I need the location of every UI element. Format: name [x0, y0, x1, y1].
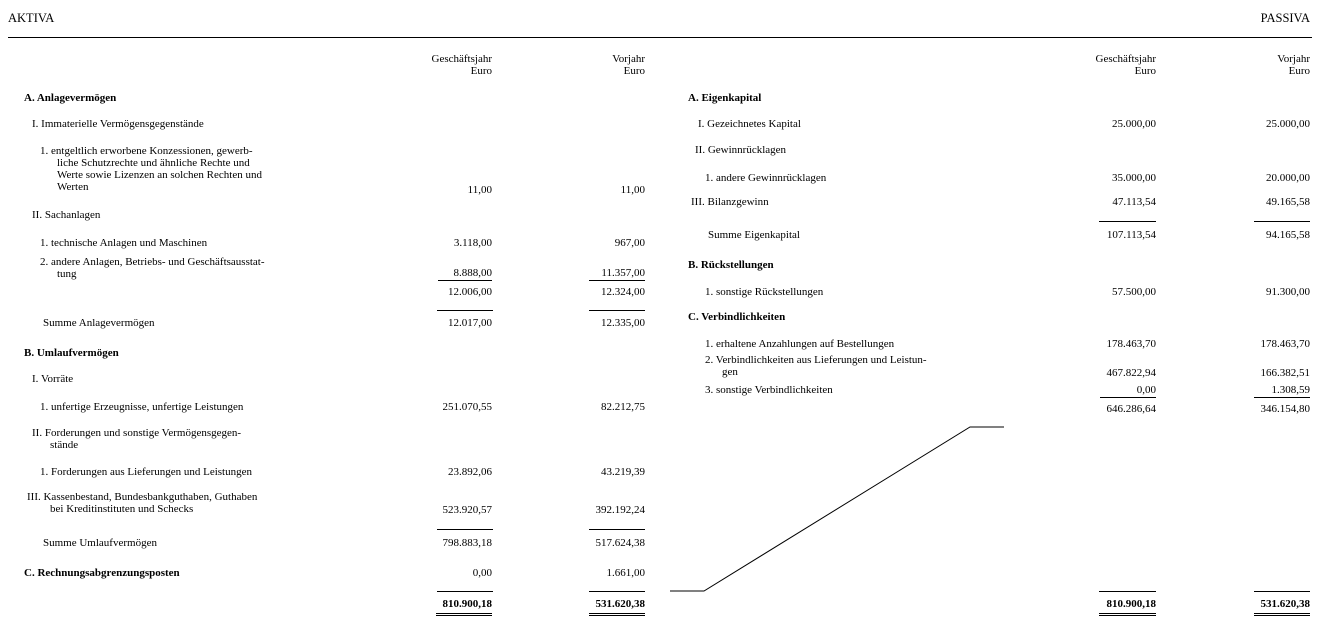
passiva-a-iii-gj: 47.113,54	[1112, 196, 1156, 208]
aktiva-heading: AKTIVA	[8, 11, 55, 25]
passiva-col-gj-header: Geschäftsjahr Euro	[1095, 53, 1156, 77]
passiva-a-i-vj: 25.000,00	[1266, 118, 1310, 130]
passiva-c-title: C. Verbindlichkeiten	[688, 311, 786, 323]
aktiva-c-gj: 0,00	[472, 567, 492, 579]
passiva-b-1-vj: 91.300,00	[1266, 286, 1310, 298]
aktiva-a-i-1-label: 1. entgeltlich erworbene Konzessionen, gewerb-	[40, 145, 253, 157]
passiva-a-i-label: I. Gezeichnetes Kapital	[698, 118, 801, 130]
aktiva-a-sum-label: Summe Anlagevermögen	[43, 317, 155, 329]
passiva-c-3-gj: 0,00	[1100, 384, 1156, 398]
aktiva-a-sum-gj: 12.017,00	[448, 317, 492, 329]
aktiva-b-iii-label-line2: bei Kreditinstituten und Schecks	[50, 503, 194, 515]
passiva-c-1-vj: 178.463,70	[1260, 338, 1310, 350]
passiva-a-sum-label: Summe Eigenkapital	[708, 229, 800, 241]
aktiva-a-sum-vj: 12.335,00	[601, 317, 645, 329]
passiva-b-1-label: 1. sonstige Rückstellungen	[705, 286, 824, 298]
aktiva-b-title: B. Umlaufvermögen	[24, 347, 119, 359]
passiva-total-vj-rule	[1254, 591, 1310, 592]
passiva-c-1-gj: 178.463,70	[1106, 338, 1156, 350]
aktiva-b-i-label: I. Vorräte	[32, 373, 74, 385]
aktiva-a-i-1-vj: 11,00	[620, 184, 645, 196]
passiva-c-sum-vj: 346.154,80	[1260, 403, 1310, 415]
aktiva-b-i-1-vj: 82.212,75	[601, 401, 645, 413]
aktiva-b-ii-label-line2: stände	[50, 439, 79, 451]
buchhalternase-line	[668, 424, 1008, 594]
passiva-a-ii-1-gj: 35.000,00	[1112, 172, 1156, 184]
aktiva-a-ii-2-gj: 8.888,00	[438, 267, 492, 281]
passiva-a-ii-1-vj: 20.000,00	[1266, 172, 1310, 184]
passiva-c-2-vj: 166.382,51	[1260, 367, 1310, 379]
passiva-a-ii-1-label: 1. andere Gewinnrücklagen	[705, 172, 827, 184]
passiva-a-sum-gj-rule	[1099, 221, 1156, 222]
aktiva-a-i-label: I. Immaterielle Vermögensgegenstände	[32, 118, 204, 130]
aktiva-a-ii-2-label: 2. andere Anlagen, Betriebs- und Geschäftsausstat-	[40, 256, 265, 268]
passiva-total-gj-rule	[1099, 591, 1156, 592]
aktiva-a-ii-1-gj: 3.118,00	[453, 237, 492, 249]
aktiva-col-gj-header: Geschäftsjahr Euro	[431, 53, 492, 77]
aktiva-a-ii-1-label: 1. technische Anlagen und Maschinen	[40, 237, 208, 249]
aktiva-b-sum-vj: 517.624,38	[595, 537, 645, 549]
passiva-col-vj-header: Vorjahr Euro	[1277, 53, 1310, 77]
aktiva-a-ii-2-label-line2: tung	[57, 268, 77, 280]
aktiva-b-sum-gj-rule	[437, 529, 493, 530]
aktiva-b-ii-1-label: 1. Forderungen aus Lieferungen und Leistungen	[40, 466, 252, 478]
passiva-a-iii-vj: 49.165,58	[1266, 196, 1310, 208]
passiva-a-sum-vj: 94.165,58	[1266, 229, 1310, 241]
aktiva-b-sum-vj-rule	[589, 529, 645, 530]
aktiva-a-i-1-label-line4: Werten	[57, 181, 89, 193]
aktiva-a-i-1-label-line2: liche Schutzrechte und ähnliche Rechte und	[57, 157, 250, 169]
aktiva-total-vj: 531.620,38	[589, 598, 645, 616]
aktiva-b-iii-label: III. Kassenbestand, Bundesbankguthaben, Guthaben	[27, 491, 258, 503]
aktiva-a-ii-label: II. Sachanlagen	[32, 209, 101, 221]
passiva-c-sum-gj: 646.286,64	[1106, 403, 1156, 415]
aktiva-a-i-1-gj: 11,00	[467, 184, 492, 196]
passiva-b-1-gj: 57.500,00	[1112, 286, 1156, 298]
passiva-heading: PASSIVA	[1260, 11, 1310, 25]
passiva-c-2-label-line2: gen	[722, 366, 738, 378]
aktiva-c-title: C. Rechnungsabgrenzungsposten	[24, 567, 180, 579]
passiva-a-sum-vj-rule	[1254, 221, 1310, 222]
aktiva-col-vj-header: Vorjahr Euro	[612, 53, 645, 77]
passiva-c-1-label: 1. erhaltene Anzahlungen auf Bestellungen	[705, 338, 895, 350]
passiva-total-vj: 531.620,38	[1254, 598, 1310, 616]
passiva-total-gj: 810.900,18	[1099, 598, 1156, 616]
header-divider	[8, 37, 1312, 38]
aktiva-a-ii-sum-vj: 12.324,00	[601, 286, 645, 298]
aktiva-b-iii-gj: 523.920,57	[442, 504, 492, 516]
aktiva-b-iii-vj: 392.192,24	[595, 504, 645, 516]
passiva-c-2-gj: 467.822,94	[1106, 367, 1156, 379]
aktiva-b-sum-label: Summe Umlaufvermögen	[43, 537, 157, 549]
aktiva-a-ii-2-vj: 11.357,00	[589, 267, 645, 281]
aktiva-total-gj: 810.900,18	[436, 598, 492, 616]
passiva-a-i-gj: 25.000,00	[1112, 118, 1156, 130]
aktiva-b-i-1-label: 1. unfertige Erzeugnisse, unfertige Leistungen	[40, 401, 244, 413]
passiva-b-title: B. Rückstellungen	[688, 259, 774, 271]
aktiva-total-gj-rule	[437, 591, 493, 592]
passiva-a-sum-gj: 107.113,54	[1106, 229, 1156, 241]
aktiva-a-title: A. Anlagevermögen	[24, 92, 117, 104]
passiva-c-3-vj: 1.308,59	[1254, 384, 1310, 398]
passiva-c-2-label: 2. Verbindlichkeiten aus Lieferungen und Leistun-	[705, 354, 927, 366]
aktiva-a-sum-gj-rule	[437, 310, 493, 311]
aktiva-c-vj: 1.661,00	[606, 567, 645, 579]
aktiva-b-i-1-gj: 251.070,55	[442, 401, 492, 413]
aktiva-b-ii-1-vj: 43.219,39	[601, 466, 645, 478]
aktiva-total-vj-rule	[589, 591, 645, 592]
aktiva-a-ii-sum-gj: 12.006,00	[448, 286, 492, 298]
passiva-a-ii-label: II. Gewinnrücklagen	[695, 144, 787, 156]
aktiva-a-i-1-label-line3: Werte sowie Lizenzen an solchen Rechten und	[57, 169, 262, 181]
aktiva-a-ii-1-vj: 967,00	[614, 237, 645, 249]
passiva-a-iii-label: III. Bilanzgewinn	[691, 196, 769, 208]
aktiva-b-ii-1-gj: 23.892,06	[448, 466, 492, 478]
aktiva-b-sum-gj: 798.883,18	[442, 537, 492, 549]
passiva-a-title: A. Eigenkapital	[688, 92, 762, 104]
aktiva-a-sum-vj-rule	[589, 310, 645, 311]
aktiva-b-ii-label: II. Forderungen und sonstige Vermögensgegen-	[32, 427, 242, 439]
passiva-c-3-label: 3. sonstige Verbindlichkeiten	[705, 384, 833, 396]
